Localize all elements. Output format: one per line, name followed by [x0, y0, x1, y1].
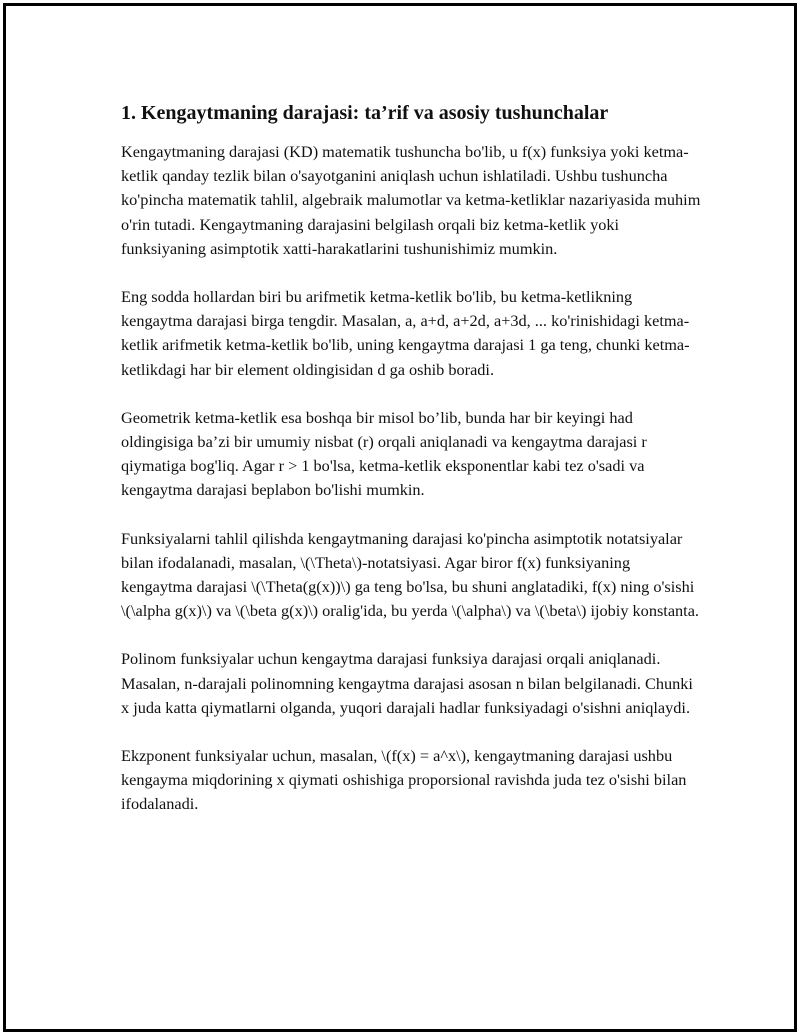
paragraph-asymptotic: Funksiyalarni tahlil qilishda kengaytmaning darajasi ko'pincha asimptotik notatsiyalar bilan ifodalanadi, masalan, \(\Theta\)-notatsiyasi. Agar biror f(x) funksiyaning kengaytma darajasi \(\Theta(g(x))\) ga teng bo'lsa, bu shuni anglatadiki, f(x) ning o'sishi \(\alpha g(x)\) va \(\beta g(x)\) oralig'ida, bu yerda \(\alpha\) va \(\beta\) ijobiy konstanta.: [121, 528, 700, 621]
document-body: [121, 100, 701, 841]
paragraph-exponential: Ekzponent funksiyalar uchun, masalan, \(f(x) = a^x\), kengaytmaning darajasi ushbu kengayma miqdorining x qiymati oshishiga proporsional ravishda juda tez o'sishi bilan ifodalanadi.: [121, 746, 687, 814]
paragraph-definition: Kengaytmaning darajasi (KD) matematik tushuncha bo'lib, u f(x) funksiya yoki ketma-ketlik qanday tezlik bilan o'sayotganini aniqlash uchun ishlatiladi. Ushbu tushuncha ko'pincha matematik tahlil, algebraik malumotlar va ketma-ketliklar nazariyasida muhim o'rin tutadi. Kengaytmaning darajasini belgilash orqali biz ketma-ketlik yoki funksiyaning asimptotik xatti-harakatlarini tushunishimiz mumkin.: [121, 142, 701, 258]
paragraph-geometric: Geometrik ketma-ketlik esa boshqa bir misol bo’lib, bunda har bir keyingi had oldingisiga ba’zi bir umumiy nisbat (r) orqali aniqlanadi va kengaytma darajasi r qiymatiga bog'liq. Agar r > 1 bo'lsa, ketma-ketlik eksponentlar kabi tez o'sadi va kengaytma darajasi beplabon bo'lishi mumkin.: [121, 407, 647, 500]
section-heading: 1. Kengaytmaning darajasi: ta’rif va asosiy tushunchalar: [121, 102, 609, 124]
page-frame: [3, 3, 797, 1032]
paragraph-polynomial: Polinom funksiyalar uchun kengaytma darajasi funksiya darajasi orqali aniqlanadi. Masalan, n-darajali polinomning kengaytma darajasi asosan n bilan belgilanadi. Chunki x juda katta qiymatlarni olganda, yuqori darajali hadlar funksiyadagi o'sishni aniqlaydi.: [121, 649, 693, 717]
paragraph-arithmetic: Eng sodda hollardan biri bu arifmetik ketma-ketlik bo'lib, bu ketma-ketlikning kengaytma darajasi birga tengdir. Masalan, a, a+d, a+2d, a+3d, ... ko'rinishidagi ketma-ketlik arifmetik ketma-ketlik bo'lib, uning kengaytma darajasi 1 ga teng, chunki ketma-ketlikdagi har bir element oldingisidan d ga oshib boradi.: [121, 287, 690, 379]
